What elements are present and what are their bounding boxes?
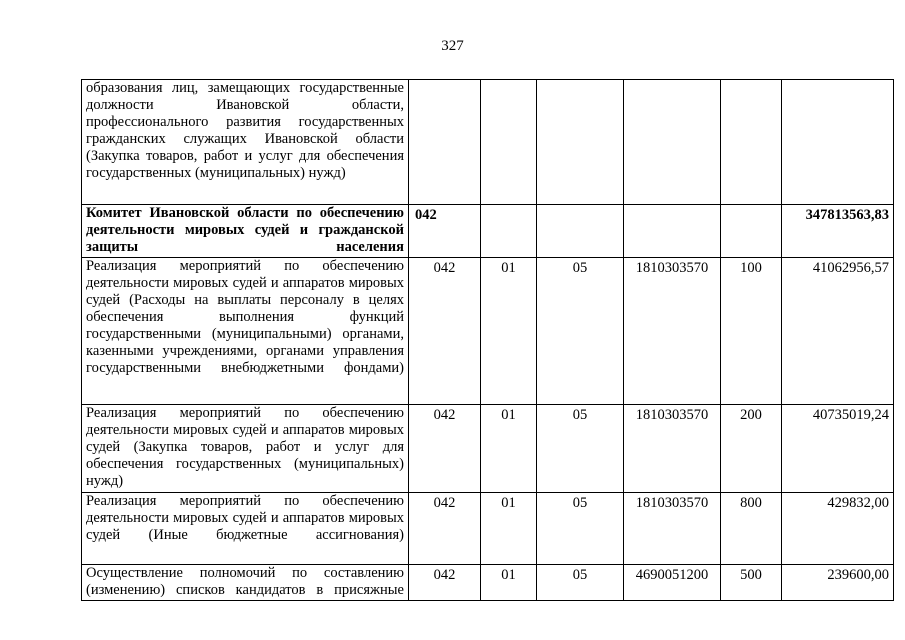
table-row xyxy=(82,405,894,493)
amount-cell: 347813563,83 xyxy=(782,205,894,258)
ministry-code-cell: 042 xyxy=(409,493,481,565)
subsection-code-cell xyxy=(537,80,624,205)
section-code-cell xyxy=(481,80,537,205)
amount-cell: 41062956,57 xyxy=(782,258,894,405)
expense-type-cell: 100 xyxy=(721,258,782,405)
section-code-cell: 01 xyxy=(481,405,537,493)
page-number: 327 xyxy=(441,38,464,54)
row-name-cell: Комитет Ивановской области по обеспечению деятельности мировых судей и гражданской защиты населения xyxy=(82,205,409,258)
expense-type-cell: 500 xyxy=(721,565,782,601)
row-name-cell: Реализация мероприятий по обеспечению деятельности мировых судей и аппаратов мировых судей (Иные бюджетные ассигнования) xyxy=(82,493,409,565)
section-code-cell xyxy=(481,205,537,258)
row-name-cell: Реализация мероприятий по обеспечению деятельности мировых судей и аппаратов мировых судей (Расходы на выплаты персоналу в целях обеспечения выполнения функций государственными (муниципальными) органами, казенными учреждениями, органами управления государственными внебюджетными фондами) xyxy=(82,258,409,405)
ministry-code-cell: 042 xyxy=(409,205,481,258)
ministry-code-cell: 042 xyxy=(409,565,481,601)
section-code-cell: 01 xyxy=(481,565,537,601)
expense-type-cell: 200 xyxy=(721,405,782,493)
table-row xyxy=(82,205,894,258)
subsection-code-cell: 05 xyxy=(537,493,624,565)
target-code-cell xyxy=(624,80,721,205)
ministry-code-cell xyxy=(409,80,481,205)
table-row xyxy=(82,565,894,601)
expense-type-cell xyxy=(721,80,782,205)
amount-cell: 239600,00 xyxy=(782,565,894,601)
subsection-code-cell xyxy=(537,205,624,258)
ministry-code-cell: 042 xyxy=(409,258,481,405)
row-name-cell: Осуществление полномочий по составлению (изменению) списков кандидатов в присяжные xyxy=(82,565,409,601)
expense-type-cell xyxy=(721,205,782,258)
target-code-cell: 1810303570 xyxy=(624,258,721,405)
row-name-cell: Реализация мероприятий по обеспечению деятельности мировых судей и аппаратов мировых судей (Закупка товаров, работ и услуг для обеспечения государственных (муниципальных) нужд) xyxy=(82,405,409,493)
target-code-cell: 4690051200 xyxy=(624,565,721,601)
subsection-code-cell: 05 xyxy=(537,258,624,405)
budget-table xyxy=(81,79,894,601)
target-code-cell: 1810303570 xyxy=(624,493,721,565)
table-row xyxy=(82,493,894,565)
target-code-cell: 1810303570 xyxy=(624,405,721,493)
ministry-code-cell: 042 xyxy=(409,405,481,493)
section-code-cell: 01 xyxy=(481,493,537,565)
subsection-code-cell: 05 xyxy=(537,405,624,493)
table-row xyxy=(82,80,894,205)
table-row xyxy=(82,258,894,405)
expense-type-cell: 800 xyxy=(721,493,782,565)
amount-cell: 429832,00 xyxy=(782,493,894,565)
subsection-code-cell: 05 xyxy=(537,565,624,601)
row-name-cell: образования лиц, замещающих государственные должности Ивановской области, профессионального развития государственных гражданских служащих Ивановской области (Закупка товаров, работ и услуг для обеспечения государственных (муниципальных) нужд) xyxy=(82,80,409,205)
amount-cell xyxy=(782,80,894,205)
target-code-cell xyxy=(624,205,721,258)
section-code-cell: 01 xyxy=(481,258,537,405)
amount-cell: 40735019,24 xyxy=(782,405,894,493)
